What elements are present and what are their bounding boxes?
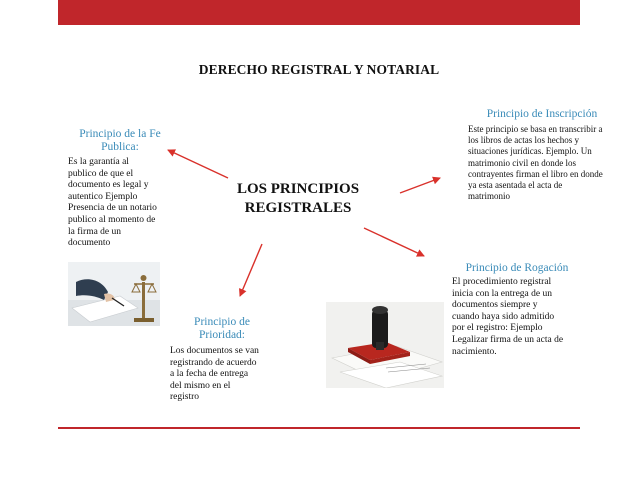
- text-line: a la fecha de entrega: [170, 369, 249, 380]
- page-title: DERECHO REGISTRAL Y NOTARIAL: [198, 62, 440, 77]
- text-line: nacimiento.: [452, 346, 497, 357]
- text-line: Legalizar firma de un acta de: [452, 334, 564, 345]
- arrow-to-inscripcion: [400, 178, 440, 193]
- prioridad-heading: [172, 316, 272, 342]
- text-line: matrimonio civil en donde los: [468, 157, 576, 168]
- text-line: documento: [68, 238, 111, 249]
- text-line: ya esta asentada el acta de: [468, 180, 563, 191]
- text-line: situaciones jurídicas. Ejemplo. Un: [468, 146, 592, 157]
- text-line: Presencia de un notario: [68, 203, 157, 214]
- text-line: El procedimiento registral: [452, 277, 552, 287]
- rubber-stamp-image: [326, 302, 444, 388]
- text-line: publico al momento de: [68, 214, 156, 225]
- text-line: publico de que el: [68, 168, 134, 179]
- text-line: registrando de acuerdo: [170, 357, 257, 368]
- text-line: Este principio se basa en transcribir a: [468, 124, 603, 134]
- text-line: documento es legal y: [68, 180, 149, 191]
- text-line: cuando haya sido admitido: [452, 311, 555, 322]
- text-line: registro: [170, 392, 200, 403]
- center-topic-line1: LOS PRINCIPIOS: [236, 181, 360, 197]
- inscripcion-text: [468, 124, 628, 202]
- notary-signing-image: [68, 262, 160, 326]
- inscripcion-heading: Principio de Inscripción: [486, 108, 598, 120]
- rogacion-text: [452, 277, 602, 358]
- text-line: por el registro: Ejemplo: [452, 323, 543, 334]
- text-line: del mismo en el: [170, 380, 231, 391]
- rogacion-heading: Principio de Rogación: [465, 262, 569, 274]
- fe-publica-heading-line1: Principio de la Fe: [79, 128, 161, 140]
- center-topic: [228, 180, 368, 218]
- text-line: la firma de un: [68, 226, 122, 237]
- text-line: documentos siempre y: [452, 300, 538, 311]
- arrow-to-prioridad: [240, 244, 262, 296]
- text-line: Los documentos se van: [170, 346, 259, 356]
- bottom-accent-line: [58, 427, 580, 429]
- text-line: Es la garantía al: [68, 157, 129, 167]
- prioridad-heading-line1: Principio de: [194, 316, 250, 328]
- center-topic-line2: REGISTRALES: [244, 200, 352, 216]
- text-line: matrimonio: [468, 191, 510, 202]
- fe-publica-text: [68, 157, 178, 250]
- fe-publica-heading: [60, 128, 180, 154]
- fe-publica-heading-line2: Publica:: [101, 141, 139, 153]
- text-line: inicia con la entrega de un: [452, 288, 552, 299]
- prioridad-text: [170, 346, 280, 404]
- text-line: los libros de actas los hechos y: [468, 135, 579, 146]
- text-line: autentico Ejemplo: [68, 191, 138, 202]
- prioridad-heading-line2: Prioridad:: [199, 329, 245, 341]
- arrow-to-rogacion: [364, 228, 424, 256]
- text-line: contrayentes firman el libro en donde: [468, 168, 603, 179]
